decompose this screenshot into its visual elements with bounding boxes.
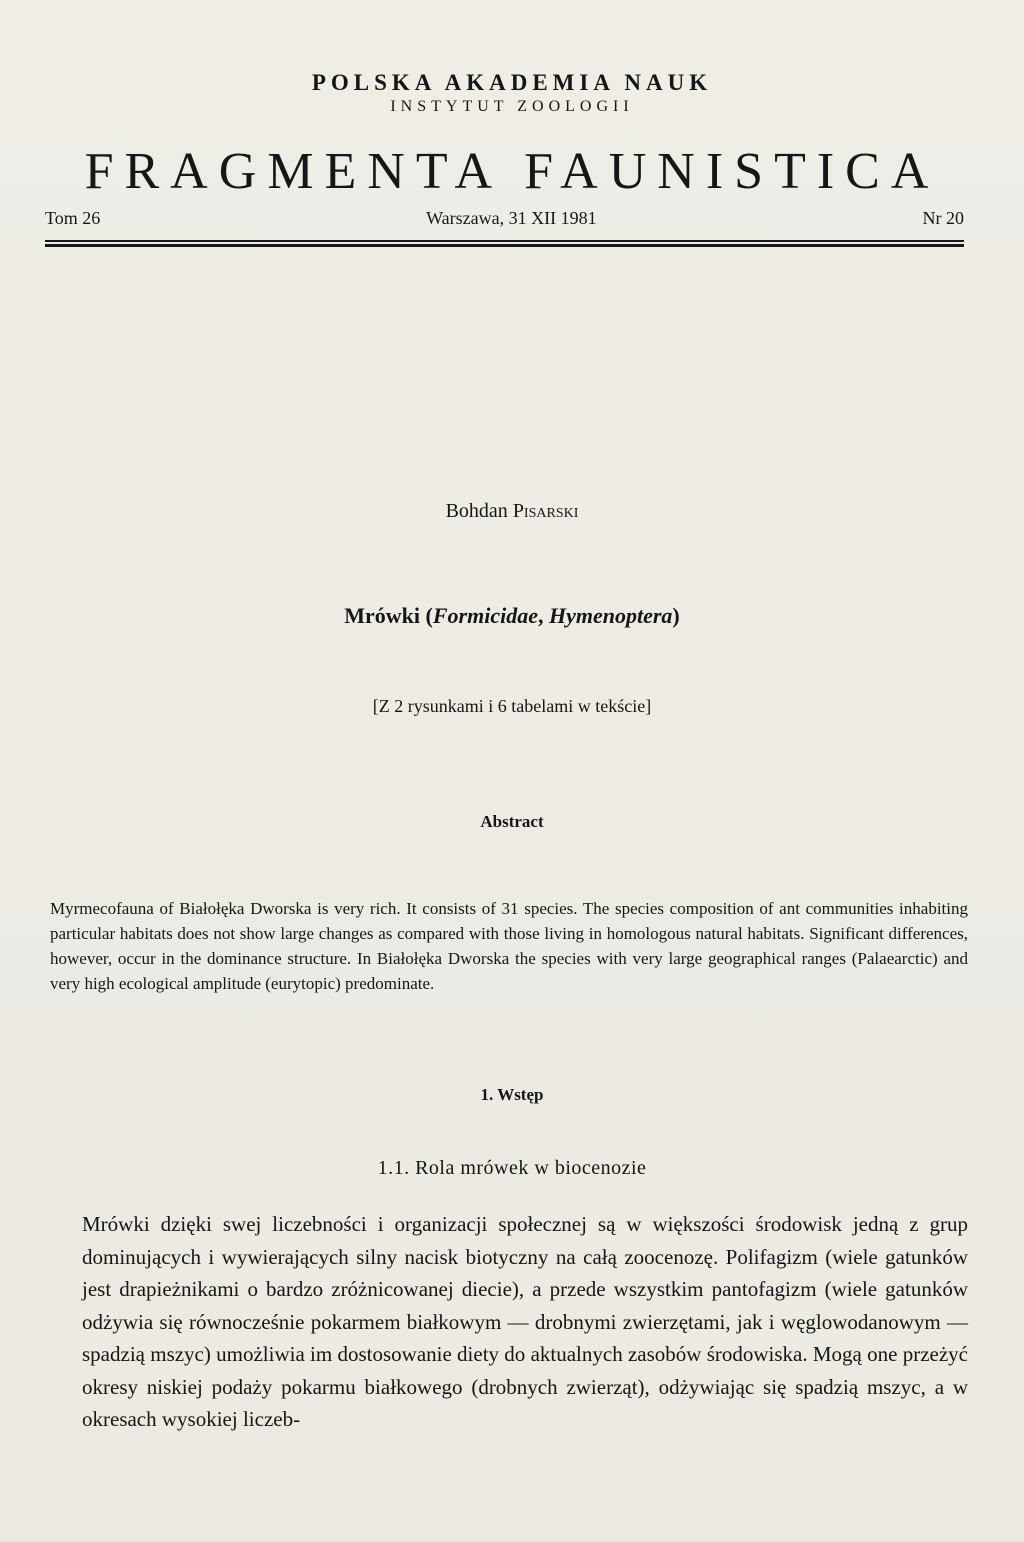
subsection-heading: 1.1. Rola mrówek w biocenozie (377, 1157, 647, 1179)
abstract-heading: Abstract (480, 812, 544, 831)
body-text (82, 1208, 968, 1436)
author-first-name: Bohdan (445, 500, 508, 522)
author-last-name: Pisarski (512, 500, 579, 522)
header-rule-thin (45, 240, 964, 242)
issue-number: Nr 20 (922, 208, 964, 228)
title-end: ) (672, 603, 680, 628)
volume-label: Tom 26 (45, 208, 101, 228)
title-italic-order: Hymenoptera (548, 603, 673, 628)
institute-name: INSTYTUT ZOOLOGII (390, 98, 634, 115)
title-start: Mrówki ( (344, 603, 433, 628)
issue-line (45, 208, 964, 229)
article-title (0, 603, 1024, 629)
title-mid: , (537, 603, 549, 628)
academy-name: POLSKA AKADEMIA NAUK (311, 70, 713, 95)
place-date: Warszawa, 31 XII 1981 (426, 208, 597, 228)
abstract-text: Myrmecofauna of Białołęka Dworska is very rich. It consists of 31 species. The species composition of ant communities inhabiting particular habitats does not show large changes as compared with those living in homologous natural habitats. Significant differences, however, occur in the dominance structure. In Białołęka Dworska the species with very large geographical ranges (Palaearctic) and very high ecological amplitude (eurytopic) predominate. (50, 899, 968, 993)
author-name (0, 500, 1024, 523)
figures-note: [Z 2 rysunkami i 6 tabelami w tekście] (372, 696, 652, 716)
title-italic-family: Formicidae (432, 603, 538, 628)
section-heading: 1. Wstęp (480, 1085, 544, 1104)
journal-title: FRAGMENTA FAUNISTICA (84, 143, 940, 200)
header-rule-thick (45, 244, 964, 247)
paragraph: Mrówki dzięki swej liczebności i organizacji społecznej są w większości środowisk jedną z grup dominujących i wywierających silny nacisk biotyczny na całą zoocenozę. Polifagizm (wiele gatunków jest drapieżnikami o bardzo zróżnicowanej diecie), a przede wszystkim pantofagizm (wiele gatunków odżywia się równocześnie pokarmem białkowym — drobnymi zwierzętami, jak i węglowodanowym — spadzią mszyc) umożliwia im dostosowanie diety do aktualnych zasobów środowiska. Mogą one przeżyć okresy niskiej podaży pokarmu białkowego (drobnych zwierząt), odżywiając się spadzią mszyc, a w okresach wysokiej liczeb- (82, 1212, 968, 1431)
